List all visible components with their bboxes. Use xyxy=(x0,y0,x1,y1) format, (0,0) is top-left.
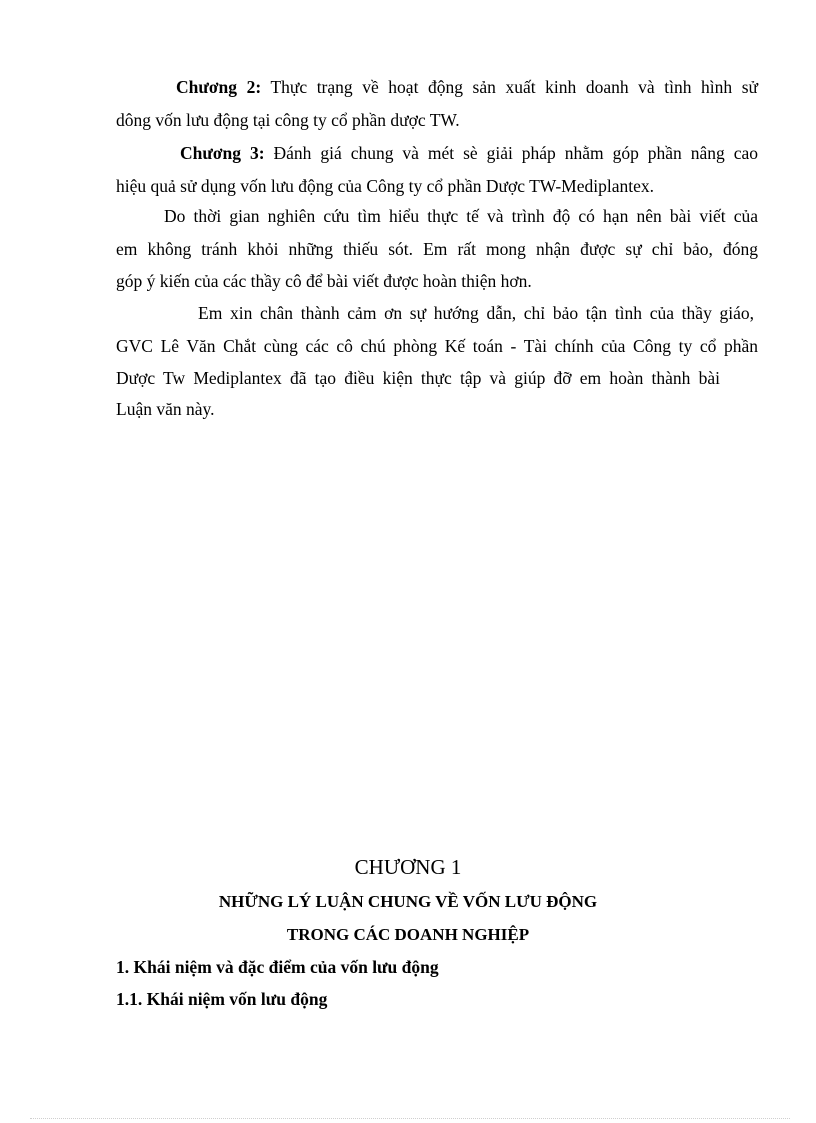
paragraph3-line2: em không tránh khỏi những thiếu sót. Em rất mong nhận được sự chỉ bảo, đóng xyxy=(116,239,758,259)
chapter3-text: Đánh giá chung và mét sè giải pháp nhằm góp phần nâng cao xyxy=(273,143,758,163)
paragraph3-line1: Do thời gian nghiên cứu tìm hiểu thực tế và trình độ có hạn nên bài viết của xyxy=(164,206,758,226)
section-heading-1: 1. Khái niệm và đặc điểm của vốn lưu động xyxy=(116,957,439,977)
chapter-title-line1: NHỮNG LÝ LUẬN CHUNG VỀ VỐN LƯU ĐỘNG xyxy=(218,892,598,911)
chapter2-label: Chương 2: xyxy=(176,77,262,97)
paragraph4-line4: Luận văn này. xyxy=(116,399,215,419)
chapter2-line1 xyxy=(176,76,758,98)
chapter2-line2: dông vốn lưu động tại công ty cổ phần dược TW. xyxy=(116,110,460,130)
paragraph3-line3: góp ý kiến của các thầy cô để bài viết được hoàn thiện hơn. xyxy=(116,271,532,291)
chapter-title-line2: TRONG CÁC DOANH NGHIỆP xyxy=(286,925,530,944)
section-heading-1-1: 1.1. Khái niệm vốn lưu động xyxy=(116,989,328,1009)
paragraph4-line3: Dược Tw Mediplantex đã tạo điều kiện thực tập và giúp đỡ em hoàn thành bài xyxy=(116,368,720,388)
chapter3-line1 xyxy=(180,142,758,164)
page-bottom-border xyxy=(30,1118,790,1119)
paragraph4-line1: Em xin chân thành cảm ơn sự hướng dẫn, chỉ bảo tận tình của thầy giáo, xyxy=(198,303,754,323)
chapter-number: CHƯƠNG 1 xyxy=(354,855,462,879)
chapter2-text: Thực trạng về hoạt động sản xuất kinh doanh và tình hình sử xyxy=(270,77,758,97)
chapter3-label: Chương 3: xyxy=(180,143,265,163)
paragraph4-line2: GVC Lê Văn Chắt cùng các cô chú phòng Kế toán - Tài chính của Công ty cổ phần xyxy=(116,336,758,356)
chapter3-line2: hiệu quả sử dụng vốn lưu động của Công ty cổ phần Dược TW-Mediplantex. xyxy=(116,176,654,196)
